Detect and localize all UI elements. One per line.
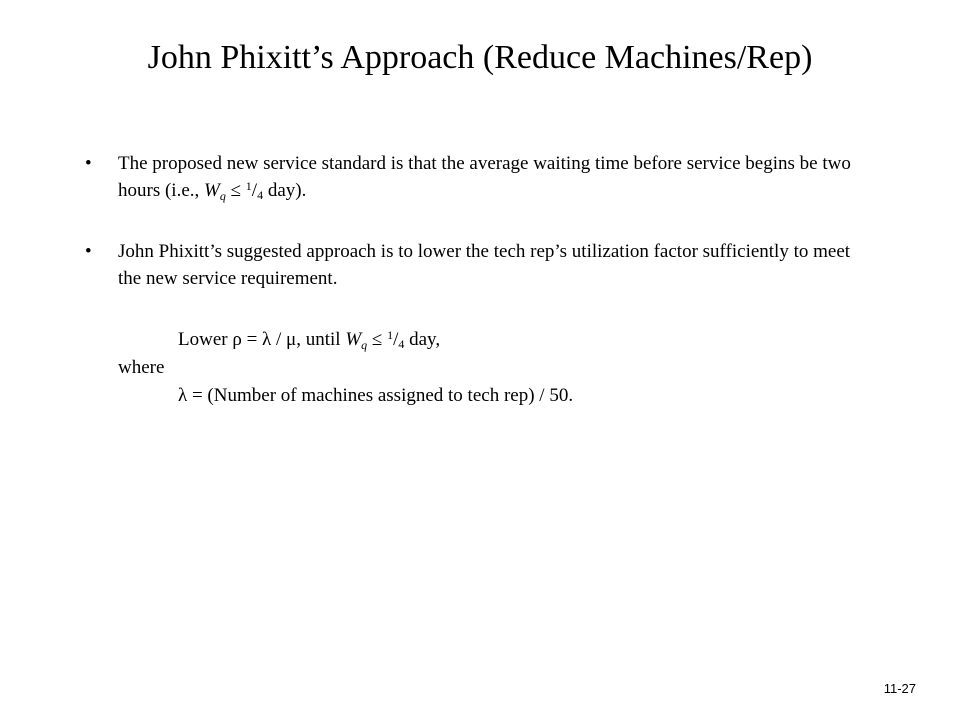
bullet-text-before: The proposed new service standard is that the average waiting time before service begins be two hours (i.e., [118,153,851,201]
fraction-denominator: 4 [398,337,405,351]
w-symbol: W [345,329,362,350]
bullet-text [118,150,865,204]
wq-variable [204,180,226,201]
fraction-denominator: 4 [257,188,264,202]
day-text: day, [404,329,441,350]
mu-symbol: μ [286,329,297,350]
leq-symbol: ≤ [367,329,388,350]
q-subscript: q [219,189,226,203]
bullet-suggested-approach [85,238,865,292]
formula-lambda-definition [178,382,573,409]
bullet-marker: • [85,241,92,262]
lambda-symbol: λ [262,329,272,350]
bullet-text-after: day). [263,180,307,201]
divide-symbol: / [271,329,287,350]
formula-lower-prefix: Lower [178,329,233,350]
fraction-slash: / [251,180,258,201]
formula-lower-rho [178,326,440,353]
q-subscript: q [361,338,368,352]
w-symbol: W [204,180,220,201]
lambda-definition-text: = (Number of machines assigned to tech rep) / 50. [187,385,574,406]
leq-symbol: ≤ [225,180,246,201]
fraction-numerator: 1 [245,179,252,193]
quarter-fraction [246,180,263,201]
equals-symbol: = [241,329,263,350]
wq-variable [345,329,367,350]
quarter-fraction [387,329,404,350]
formula-where: where [118,357,165,378]
fraction-numerator: 1 [387,328,394,342]
fraction-slash: / [393,329,399,350]
bullet-service-standard [85,150,865,204]
rho-symbol: ρ [232,329,242,350]
slide-title: John Phixitt’s Approach (Reduce Machines/Rep) [147,39,813,76]
bullet-marker: • [85,153,92,174]
until-text: , until [296,329,346,350]
page-number: 11-27 [883,681,916,696]
lambda-symbol: λ [178,385,188,406]
bullet-text: John Phixitt’s suggested approach is to lower the tech rep’s utilization factor sufficiently to meet the new service requirement. [118,241,851,289]
